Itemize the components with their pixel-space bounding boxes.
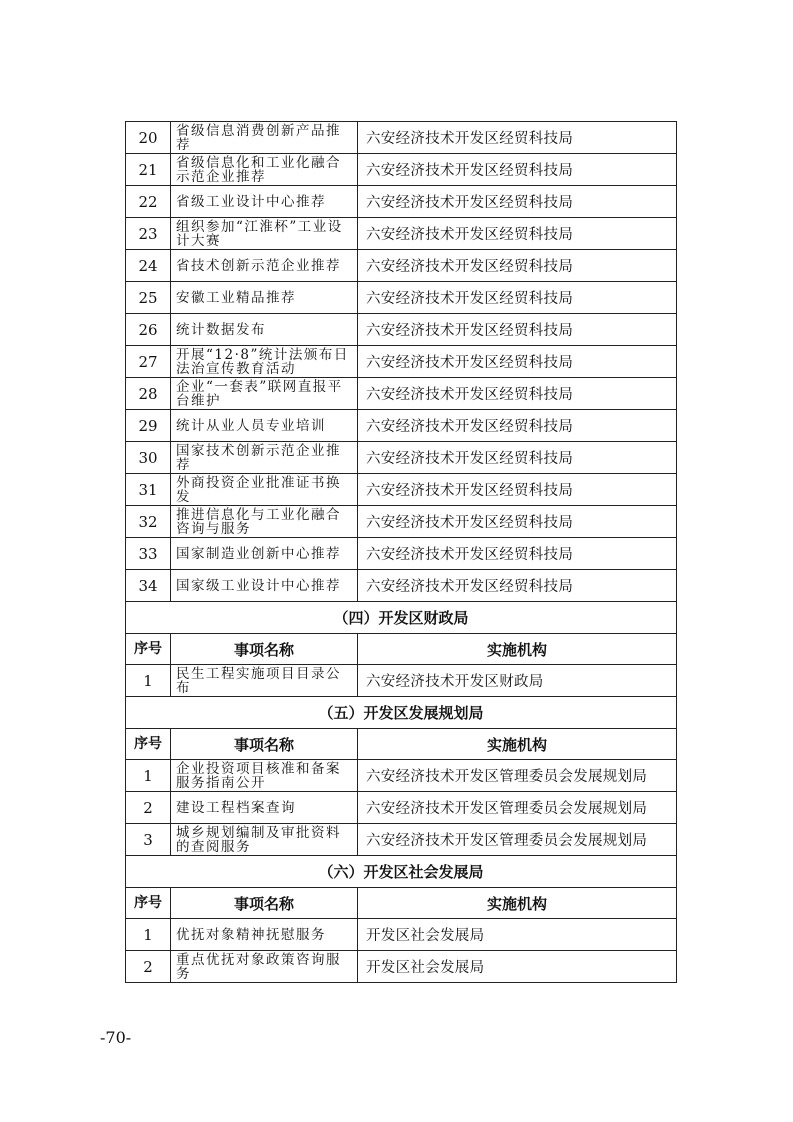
row-org: 六安经济技术开发区经贸科技局 (358, 282, 677, 314)
rows-finance (126, 665, 677, 697)
row-org: 六安经济技术开发区经贸科技局 (358, 218, 677, 250)
section-title-social: （六）开发区社会发展局 (126, 856, 677, 888)
header-org: 实施机构 (358, 729, 677, 760)
header-name: 事项名称 (171, 729, 358, 760)
table-row (126, 919, 677, 951)
table-row (126, 314, 677, 346)
row-org: 开发区社会发展局 (358, 919, 677, 951)
row-number: 2 (126, 792, 171, 824)
row-number: 23 (126, 218, 171, 250)
row-item-name: 优抚对象精神抚慰服务 (171, 919, 358, 951)
table-row (126, 410, 677, 442)
row-item-name: 组织参加“江淮杯”工业设计大赛 (171, 218, 358, 250)
row-org: 六安经济技术开发区财政局 (358, 665, 677, 697)
rows-planning (126, 760, 677, 856)
row-item-name: 统计数据发布 (171, 314, 358, 346)
table-row (126, 378, 677, 410)
row-number: 27 (126, 346, 171, 378)
table-header-row (126, 888, 677, 919)
header-name: 事项名称 (171, 634, 358, 665)
table-row (126, 665, 677, 697)
row-number: 21 (126, 154, 171, 186)
row-item-name: 重点优抚对象政策咨询服务 (171, 951, 358, 983)
row-number: 22 (126, 186, 171, 218)
header-org: 实施机构 (358, 888, 677, 919)
row-item-name: 省级工业设计中心推荐 (171, 186, 358, 218)
page-number: -70- (100, 1028, 132, 1047)
row-org: 六安经济技术开发区经贸科技局 (358, 346, 677, 378)
row-number: 34 (126, 570, 171, 602)
table-row (126, 442, 677, 474)
row-item-name: 推进信息化与工业化融合咨询与服务 (171, 506, 358, 538)
table-row (126, 346, 677, 378)
row-org: 六安经济技术开发区经贸科技局 (358, 154, 677, 186)
header-seq: 序号 (126, 729, 171, 760)
row-number: 20 (126, 122, 171, 154)
section-title-planning: （五）开发区发展规划局 (126, 697, 677, 729)
row-item-name: 省级信息消费创新产品推荐 (171, 122, 358, 154)
table-row (126, 824, 677, 856)
row-number: 1 (126, 919, 171, 951)
header-seq: 序号 (126, 634, 171, 665)
section-planning (126, 697, 677, 760)
table-row (126, 506, 677, 538)
row-number: 32 (126, 506, 171, 538)
header-org: 实施机构 (358, 634, 677, 665)
service-items-table (125, 121, 677, 983)
table-row (126, 760, 677, 792)
row-number: 3 (126, 824, 171, 856)
row-item-name: 省技术创新示范企业推荐 (171, 250, 358, 282)
table-header-row (126, 729, 677, 760)
row-item-name: 省级信息化和工业化融合示范企业推荐 (171, 154, 358, 186)
row-item-name: 企业投资项目核准和备案服务指南公开 (171, 760, 358, 792)
row-org: 六安经济技术开发区管理委员会发展规划局 (358, 760, 677, 792)
header-name: 事项名称 (171, 888, 358, 919)
row-org: 六安经济技术开发区经贸科技局 (358, 378, 677, 410)
section-social (126, 856, 677, 919)
table-row (126, 570, 677, 602)
row-org: 六安经济技术开发区经贸科技局 (358, 570, 677, 602)
row-org: 六安经济技术开发区经贸科技局 (358, 314, 677, 346)
row-item-name: 统计从业人员专业培训 (171, 410, 358, 442)
row-item-name: 企业“一套表”联网直报平台维护 (171, 378, 358, 410)
row-org: 六安经济技术开发区经贸科技局 (358, 186, 677, 218)
row-number: 1 (126, 665, 171, 697)
row-number: 28 (126, 378, 171, 410)
table-row (126, 538, 677, 570)
row-number: 26 (126, 314, 171, 346)
row-item-name: 外商投资企业批准证书换发 (171, 474, 358, 506)
row-org: 六安经济技术开发区经贸科技局 (358, 410, 677, 442)
table-header-row (126, 634, 677, 665)
row-number: 2 (126, 951, 171, 983)
row-number: 30 (126, 442, 171, 474)
table-row (126, 792, 677, 824)
section-title-finance: （四）开发区财政局 (126, 602, 677, 634)
row-number: 24 (126, 250, 171, 282)
table-row (126, 122, 677, 154)
row-org: 六安经济技术开发区经贸科技局 (358, 250, 677, 282)
row-org: 六安经济技术开发区经贸科技局 (358, 474, 677, 506)
rows-social (126, 919, 677, 983)
row-number: 1 (126, 760, 171, 792)
row-org: 六安经济技术开发区经贸科技局 (358, 506, 677, 538)
row-item-name: 建设工程档案查询 (171, 792, 358, 824)
row-item-name: 城乡规划编制及审批资料的查阅服务 (171, 824, 358, 856)
table-row (126, 218, 677, 250)
row-org: 开发区社会发展局 (358, 951, 677, 983)
section-finance (126, 602, 677, 665)
row-item-name: 民生工程实施项目目录公布 (171, 665, 358, 697)
row-org: 六安经济技术开发区经贸科技局 (358, 442, 677, 474)
header-seq: 序号 (126, 888, 171, 919)
row-item-name: 安徽工业精品推荐 (171, 282, 358, 314)
table-row (126, 474, 677, 506)
row-number: 33 (126, 538, 171, 570)
row-item-name: 国家级工业设计中心推荐 (171, 570, 358, 602)
table-row (126, 250, 677, 282)
row-org: 六安经济技术开发区管理委员会发展规划局 (358, 792, 677, 824)
row-item-name: 国家技术创新示范企业推荐 (171, 442, 358, 474)
rows-top (126, 122, 677, 602)
row-item-name: 开展“12·8”统计法颁布日法治宣传教育活动 (171, 346, 358, 378)
table-row (126, 186, 677, 218)
table-row (126, 951, 677, 983)
row-org: 六安经济技术开发区管理委员会发展规划局 (358, 824, 677, 856)
row-item-name: 国家制造业创新中心推荐 (171, 538, 358, 570)
row-org: 六安经济技术开发区经贸科技局 (358, 122, 677, 154)
row-number: 25 (126, 282, 171, 314)
row-number: 29 (126, 410, 171, 442)
row-number: 31 (126, 474, 171, 506)
row-org: 六安经济技术开发区经贸科技局 (358, 538, 677, 570)
table-row (126, 154, 677, 186)
table-row (126, 282, 677, 314)
